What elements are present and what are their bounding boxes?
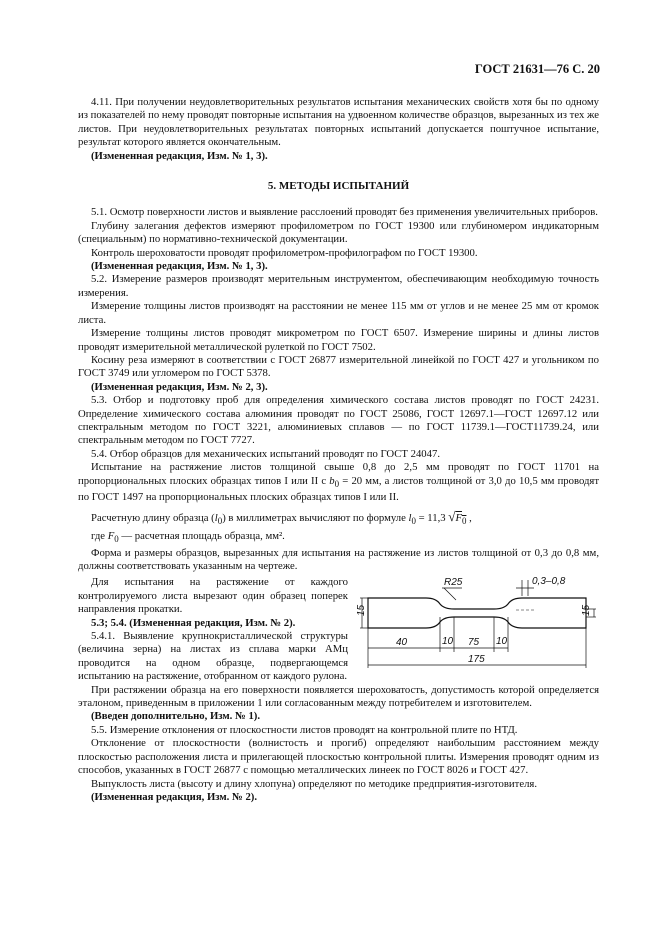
para-specimen-shape: Форма и размеры образцов, вырезанных для испытания на растяжение из листов толщиной от 0,3 до 0,8 мм, должны соответствовать указанным на чертеже. <box>78 546 599 573</box>
para-5-3: 5.3. Отбор и подготовку проб для определения химического состава листов проводят по ГОСТ 24231. Определение химического состава алюминия проводят по ГОСТ 25086, ГОСТ 12697.1—ГОСТ 12697.12 или спектральным методом по ГОСТ 3221, алюминиевых сплавов — по ГОСТ 11739.1—ГОСТ11739.24, или спектральным методом по ГОСТ 7727. <box>78 394 599 447</box>
para-4-11: 4.11. При получении неудовлетворительных результатов испытания механических свойств хотя бы по одному из показателей по нему проводят повторные испытания на удвоенном количестве образцов, вырезанных из тех же листов. При неудовлетворительных результатах повторных испытаний допускается поштучное испытание, результат которого является окончательным. <box>78 96 599 149</box>
para-5-2-thickness: Измерение толщины листов производят на расстоянии не менее 115 мм от углов и не менее 25 мм от кромок листа. <box>78 300 599 326</box>
para-5-4-tensile: Испытание на растяжение листов толщиной свыше 0,8 до 2,5 мм проводят по ГОСТ 11701 на пропорциональных плоских образцах типов I или II с $b_0 = 20$ мм, а листов толщиной от 3,0 до 10,5 мм проводят по ГОСТ 1497 на пропорциональных плоских образцах типов I или II. <box>78 461 600 504</box>
formula-line: Расчетную длину образца $(l_0)$ в миллиметрах вычисляют по формуле $l_0 = 11,3$ $√F_0$ , <box>91 508 472 526</box>
page-content <box>78 96 599 804</box>
section-title: 5. МЕТОДЫ ИСПЫТАНИЙ <box>267 180 410 193</box>
dim-height-right: 15 <box>581 605 592 617</box>
dim-175: 175 <box>468 654 485 666</box>
para-5-4-1: 5.4.1. Выявление крупнокристаллической структуры (величина зерна) на листах из сплава марки АМц проводится на одном образце, подвергающемся испытанию на растяжение, отобранном от каждого рулона. <box>78 630 348 683</box>
para-5-1-depth: Глубину залегания дефектов измеряют профилометром по ГОСТ 19300 или глубиномером индикаторным (специальным) по нормативно-технической документации. <box>78 219 599 246</box>
para-cut: Для испытания на растяжение от каждого контролируемого листа вырезают один образец поперек направления прокатки. <box>78 576 348 616</box>
amendment-note: (Измененная редакция, Изм. № 1, 3). <box>91 149 268 162</box>
para-bulge: Выпуклость листа (высоту и длину хлопуна) определяют по методике предприятия-изготовителя. <box>91 777 537 790</box>
specimen-drawing <box>356 572 599 678</box>
para-5-1: 5.1. Осмотр поверхности листов и выявление расслоений проводят без применения увеличительных приборов. <box>91 206 598 219</box>
figure-text <box>78 576 348 683</box>
page-header: ГОСТ 21631—76 С. 20 <box>474 62 600 76</box>
amendment-note: (Измененная редакция, Изм. № 2). <box>91 790 258 803</box>
figure-block <box>78 576 599 683</box>
specimen-drawing-svg <box>356 572 599 674</box>
para-5-2: 5.2. Измерение размеров производят мерительным инструментом, обеспечивающим необходимую точность измерения. <box>78 273 599 299</box>
dim-10a: 10 <box>442 636 454 648</box>
para-5-4: 5.4. Отбор образцов для механических испытаний проводят по ГОСТ 24047. <box>91 447 440 460</box>
para-5-2-micrometer: Измерение толщины листов проводят микрометром по ГОСТ 6507. Измерение ширины и длины листов проводят измерительной металлической рулеткой по ГОСТ 7502. <box>78 327 599 353</box>
dim-75: 75 <box>468 637 480 649</box>
para-5-2-skew: Косину реза измеряют в соответствии с ГОСТ 26877 измерительной линейкой по ГОСТ 427 и угольником по ГОСТ 3749 или угломером по ГОСТ 5378. <box>78 353 599 380</box>
para-roughness: При растяжении образца на его поверхности появляется шероховатость, допустимость которой определяется эталоном, приведенным в приложении 1 или согласованным между потребителем и изготовителем. <box>78 683 599 710</box>
dim-10b: 10 <box>496 636 508 648</box>
amendment-note: (Измененная редакция, Изм. № 2, 3). <box>91 380 268 393</box>
para-5-5: 5.5. Измерение отклонения от плоскостности листов проводят на контрольной плите по НТД. <box>91 723 518 736</box>
amendment-note: (Измененная редакция, Изм. № 1, 3). <box>91 260 268 273</box>
amendment-note: (Введен дополнительно, Изм. № 1). <box>91 710 261 723</box>
amendment-note: 5.3; 5.4. (Измененная редакция, Изм. № 2). <box>91 616 296 629</box>
formula-where: где $F_0$ — расчетная площадь образца, мм². <box>91 530 285 545</box>
dim-40: 40 <box>396 637 408 649</box>
dim-r25: R25 <box>444 577 463 589</box>
para-5-1-roughness: Контроль шероховатости проводят профилометром-профилографом по ГОСТ 19300. <box>91 246 478 259</box>
para-flatness: Отклонение от плоскостности (волнистость и прогиб) определяют наибольшим расстоянием между плоскостью расположения листа и прилегающей плоскостью контрольной плиты. Измерения проводят одним из способов, указанных в ГОСТ 26877 с помощью металлических линеек по ГОСТ 8026 и ГОСТ 427. <box>78 737 599 777</box>
dim-height-left: 15 <box>356 605 367 617</box>
dim-thickness: 0,3–0,8 <box>532 576 566 588</box>
